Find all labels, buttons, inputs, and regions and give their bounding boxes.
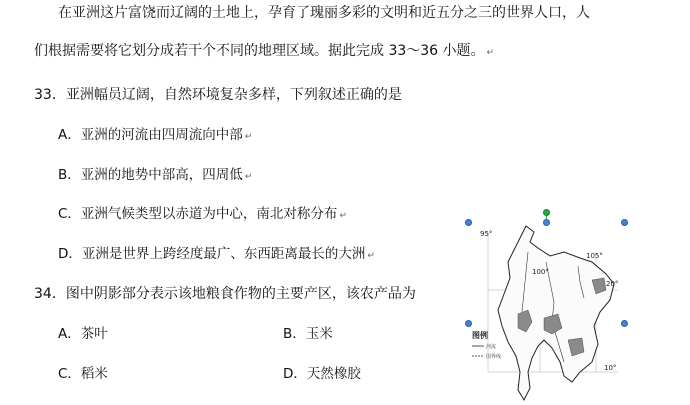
question-34-option-a: A．茶叶: [58, 326, 108, 342]
legend-border: 国界线: [486, 354, 502, 360]
question-33-option-a: A．亚洲的河流由四周流向中部 ↵: [58, 127, 253, 143]
question-34-option-c: C．稻米: [58, 366, 108, 382]
question-33-option-d: D．亚洲是世界上跨经度最广、东西距离最长的大洲 ↵: [58, 246, 375, 262]
southeast-asia-map[interactable]: [468, 222, 624, 405]
question-34-option-d: D．天然橡胶: [283, 366, 361, 382]
label-lon95: 95°: [480, 230, 493, 238]
intro-line-1: 在亚洲这片富饶而辽阔的土地上，孕育了瑰丽多彩的文明和近五分之三的世界人口，人: [58, 5, 590, 21]
question-33-stem: 33．亚洲幅员辽阔，自然环境复杂多样，下列叙述正确的是: [34, 87, 402, 103]
map-svg: [468, 222, 624, 405]
label-lat20: 20°: [606, 280, 619, 288]
question-34-stem: 34．图中阴影部分表示该地粮食作物的主要产区，该农产品为: [34, 286, 416, 302]
label-lon100: 100°: [532, 268, 549, 276]
question-34-option-b: B．玉米: [283, 326, 333, 342]
intro-line-2: 们根据需要将它划分成若干个不同的地理区域。据此完成 33～36 小题。 ↵: [34, 43, 495, 59]
legend-title: 图例: [472, 331, 488, 340]
rotate-handle[interactable]: [543, 209, 550, 216]
label-lon105: 105°: [586, 252, 603, 260]
question-33-option-c: C．亚洲气候类型以赤道为中心，南北对称分布 ↵: [58, 206, 347, 222]
label-lat10: 10°: [604, 364, 617, 372]
legend-river: 河流: [486, 344, 497, 350]
paragraph-mark: ↵: [486, 48, 495, 58]
question-33-option-b: B．亚洲的地势中部高，四周低 ↵: [58, 167, 253, 183]
